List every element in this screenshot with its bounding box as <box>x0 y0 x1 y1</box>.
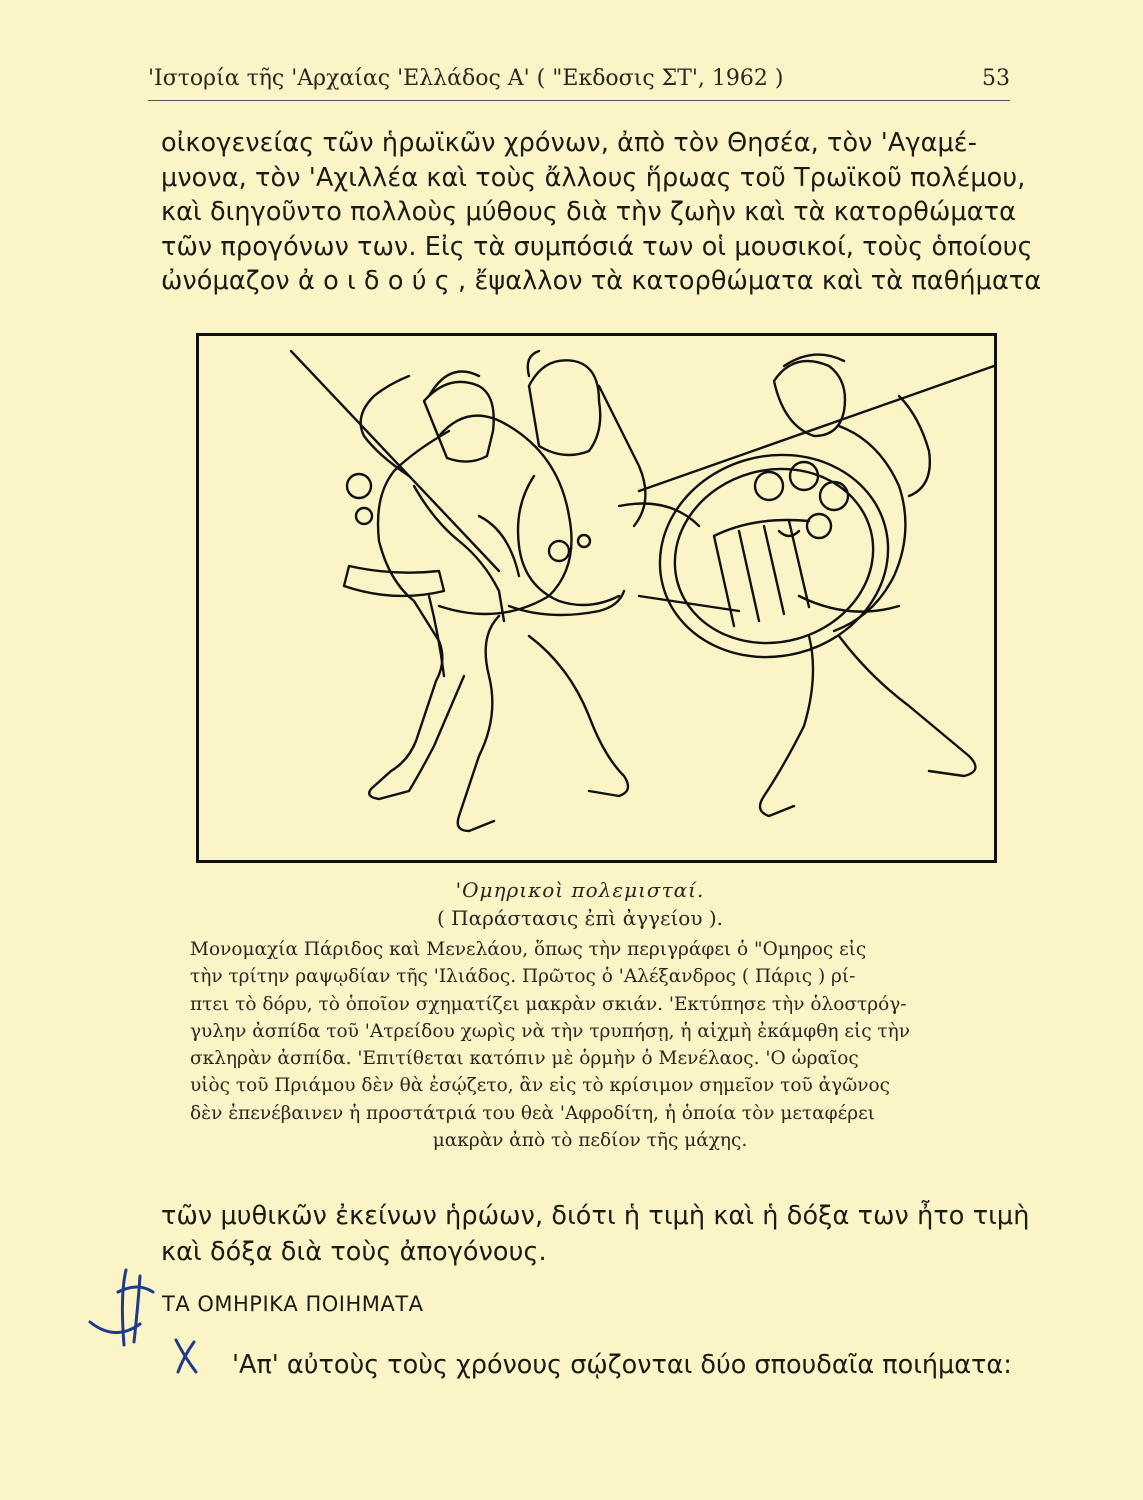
header-rule <box>148 100 1010 101</box>
caption-line: δὲν ἐπενέβαινεν ἡ προστάτριά του θεὰ 'Αφροδίτη, ἡ ὁποία τὸν μεταφέρει <box>190 1102 875 1124</box>
body-line: ὠνόμαζον ἀ ο ι δ ο ύ ς , ἔψαλλον τὰ κατορθώματα καὶ τὰ παθήματα <box>161 266 1042 297</box>
round-shield <box>637 430 911 683</box>
caption-line: μακρὰν ἀπὸ τὸ πεδίον τῆς μάχης. <box>432 1130 748 1152</box>
body-line: τῶν μυθικῶν ἐκείνων ἡρώων, διότι ἡ τιμὴ καὶ ἡ δόξα των ἦτο τιμὴ <box>161 1201 1030 1231</box>
handwritten-x-mark <box>172 1336 200 1376</box>
caption-line: γυλην ἀσπίδα τοῦ 'Ατρείδου χωρὶς νὰ τὴν τρυπήσῃ, ἡ αἰχμὴ ἐκάμφθη εἰς τὴν <box>190 1020 911 1042</box>
caption-line: σκληρὰν ἀσπίδα. 'Επιτίθεται κατόπιν μὲ ὁρμὴν ὁ Μενέλαος. 'Ο ὡραῖος <box>190 1048 859 1070</box>
section-heading: ΤΑ ΟΜΗΡΙΚΑ ΠΟΙΗΜΑΤΑ <box>162 1292 424 1316</box>
caption-line: Μονομαχία Πάριδος καὶ Μενελάου, ὅπως τὴν περιγράφει ὁ "Ομηρος εἰς <box>190 939 867 960</box>
warrior-right <box>760 355 975 816</box>
handwritten-mark <box>78 1262 168 1352</box>
body-line: τῶν προγόνων των. Εἰς τὰ συμπόσιά των οἱ μουσικοί, τοὺς ὁποίους <box>161 231 1033 262</box>
body-line: οἰκογενείας τῶν ἡρωϊκῶν χρόνων, ἀπὸ τὸν Θησέα, τὸν 'Αγαμέ- <box>161 128 977 158</box>
running-header <box>148 66 1010 91</box>
body-line: καὶ διηγοῦντο πολλοὺς μύθους διὰ τὴν ζωὴν καὶ τὰ κατορθώματα <box>161 197 1016 228</box>
caption-body <box>190 936 990 1154</box>
caption-subtitle: ( Παράστασις ἐπὶ ἀγγείου ). <box>436 906 724 930</box>
body-line: μνονα, τὸν 'Αχιλλέα καὶ τοὺς ἄλλους ἥρωας τοῦ Τρωϊκοῦ πολέμου, <box>161 162 1026 193</box>
body-text-top <box>161 126 1042 299</box>
running-title: 'Ιστορία τῆς 'Αρχαίας 'Ελλάδος Α' ( "Εκδοσις ΣΤ', 1962 ) <box>148 66 784 91</box>
vase-illustration <box>196 333 997 863</box>
caption-title: 'Ομηρικοὶ πολεμισταί. <box>455 878 705 902</box>
caption-line: τὴν τρίτην ραψῳδίαν τῆς 'Ιλιάδος. Πρῶτος ὁ 'Αλέξανδρος ( Πάρις ) ρί- <box>190 966 856 988</box>
caption-line: υἱὸς τοῦ Πριάμου δὲν θὰ ἐσῴζετο, ἂν εἰς τὸ κρίσιμον σημεῖον τοῦ ἀγῶνος <box>190 1075 891 1097</box>
body-line: καὶ δόξα διὰ τοὺς ἀπογόνους. <box>161 1237 547 1267</box>
caption-line: πτει τὸ δόρυ, τὸ ὁποῖον σχηματίζει μακρὰν σκιάν. 'Εκτύπησε τὴν ὁλοστρόγ- <box>190 993 907 1015</box>
body-text-bottom <box>161 1198 1030 1270</box>
page-number: 53 <box>982 66 1010 91</box>
spear-shadow <box>639 596 739 611</box>
section-first-line: 'Απ' αὐτοὺς τοὺς χρόνους σῴζονται δύο σπουδαῖα ποιήματα: <box>232 1350 1012 1380</box>
